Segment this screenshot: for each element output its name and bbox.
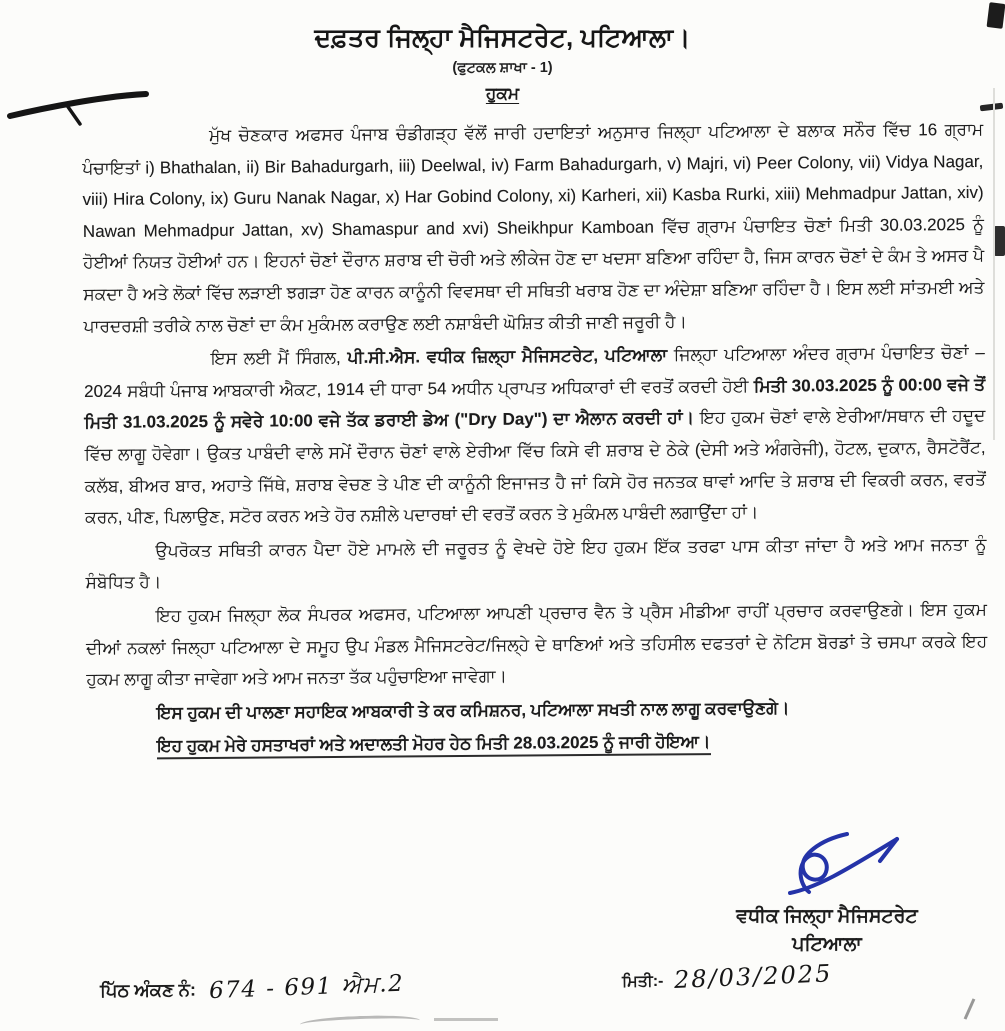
paragraph-segment: ਮੁੱਖ ਚੋਣਕਾਰ ਅਫਸਰ ਪੰਜਾਬ ਚੰਡੀਗੜ੍ਹ ਵੱਲੋਂ ਜਾਰੀ ਹਦਾਇਤਾਂ ਅਨੁਸਾਰ ਜਿਲ੍ਹਾ ਪਟਿਆਲਾ ਦੇ ਬਲਾਕ ਸਨੌਰ ਵਿੱਚ 16 ਗ੍ਰਾਮ ਪੰਚਾਇਤਾਂ i) Bhathalan, ii) Bir Bahadurgarh, iii) Deelwal, iv) Farm Bahadurgarh, v) Majri, vi) Peer Colony, vii) Vidya Nagar, viii) Hira Colony, ix) Guru Nanak Nagar, x) Har Gobind Colony, xi) Karheri, xii) Kasba Rurki, xiii) Mehmadpur Jattan, xiv) Nawan Mehmadpur Jattan, xv) Shamaspur and xvi) Sheikhpur Kamboan ਵਿੱਚ ਗ੍ਰਾਮ ਪੰਚਾਇਤ ਚੋਣਾਂ ਮਿਤੀ 30.03.2025 ਨੂੰ ਹੋਈਆਂ ਨਿਯਤ ਹੋਈਆਂ ਹਨ। ਇਹਨਾਂ ਚੋਣਾਂ ਦੌਰਾਨ ਸ਼ਰਾਬ ਦੀ ਚੋਰੀ ਅਤੇ ਲੀਕੇਜ ਹੋਣ ਦਾ ਖਦਸਾ ਬਣਿਆ ਰਹਿੰਦਾ ਹੈ, ਜਿਸ ਕਾਰਨ ਚੋਣਾਂ ਦੇ ਕੰਮ ਤੇ ਅਸਰ ਪੈ ਸਕਦਾ ਹੈ ਅਤੇ ਲੋਕਾਂ ਵਿੱਚ ਲੜਾਈ ਝਗੜਾ ਹੋਣ ਕਾਰਨ ਕਾਨੂੰਨੀ ਵਿਵਸਥਾ ਦੀ ਸਥਿਤੀ ਖਰਾਬ ਹੋਣ ਦਾ ਅੰਦੇਸ਼ਾ ਬਣਿਆ ਰਹਿੰਦਾ ਹੈ। ਇਸ ਲਈ ਸਾਂਤਮਈ ਅਤੇ ਪਾਰਦਰਸ਼ੀ ਤਰੀਕੇ ਨਾਲ ਚੋਣਾਂ ਦਾ ਕੰਮ ਮੁਕੰਮਲ ਕਰਾਉਣ ਲਈ ਨਸ਼ਾਬੰਦੀ ਘੋਸ਼ਿਤ ਕੀਤੀ ਜਾਣੀ ਜਰੂਰੀ ਹੈ। [82,119,985,336]
endorsement-number-handwritten: 674 - 691 ਐਮ.2 [208,970,405,1005]
cutoff-handwriting-mark [300,1014,420,1031]
scan-edge-tick [994,226,1005,256]
cutoff-handwriting-mark [964,998,976,1019]
paragraph-segment: ਮਿਤੀ 30.03.2025 ਨੂੰ 00:00 ਵਜੇ ਤੋਂ ਮਿਤੀ 31.03.2025 ਨੂੰ ਸਵੇਰੇ 10:00 ਵਜੇ ਤੱਕ ਡਰਾਈ ਡੇਅ ("Dry Day") ਦਾ ਐਲਾਨ ਕਰਦੀ ਹਾਂ। [84,374,986,433]
order-paragraph-6 [87,724,988,763]
order-paragraph-5 [87,691,988,730]
date-handwritten: 28/03/2025 [673,959,833,994]
office-title: ਦਫ਼ਤਰ ਜਿਲ੍ਹਾ ਮੈਜਿਸਟਰੇਟ, ਪਟਿਆਲਾ। [314,24,691,52]
paragraph-segment: ਉਪਰੋਕਤ ਸਥਿਤੀ ਕਾਰਨ ਪੈਦਾ ਹੋਏ ਮਾਮਲੇ ਦੀ ਜਰੂਰਤ ਨੂੰ ਵੇਖਦੇ ਹੋਏ ਇਹ ਹੁਕਮ ਇੱਕ ਤਰਫਾ ਪਾਸ ਕੀਤਾ ਜਾਂਦਾ ਹੈ ਅਤੇ ਆਮ ਜਨਤਾ ਨੂੰ ਸੰਬੋਧਿਤ ਹੈ। [85,534,987,593]
page-edge-shadow [993,88,995,440]
signatory-designation: ਵਧੀਕ ਜਿਲ੍ਹਾ ਮੈਜਿਸਟਰੇਟ [736,906,918,927]
handwritten-signature [732,828,922,900]
order-paragraph-3 [85,529,986,599]
document-header [0,24,1005,104]
endorsement-line [99,970,405,1005]
date-line [621,959,833,994]
paragraph-segment: ਇਹ ਹੁਕਮ ਚੋਣਾਂ ਵਾਲੇ ਏਰੀਆ/ਸਥਾਨ ਦੀ ਹਦੂਦ ਵਿੱਚ ਲਾਗੂ ਹੋਵੇਗਾ। ਉਕਤ ਪਾਬੰਦੀ ਵਾਲੇ ਸਮੇਂ ਦੌਰਾਨ ਚੋਣਾਂ ਵਾਲੇ ਏਰੀਆ ਵਿੱਚ ਕਿਸੇ ਵੀ ਸ਼ਰਾਬ ਦੇ ਠੇਕੇ (ਦੇਸੀ ਅਤੇ ਅੰਗਰੇਜੀ), ਹੋਟਲ, ਦੁਕਾਨ, ਰੈਸਟੋਰੈਂਟ, ਕਲੱਬ, ਬੀਅਰ ਬਾਰ, ਅਹਾਤੇ ਜਿੱਥੇ, ਸ਼ਰਾਬ ਵੇਚਣ ਤੇ ਪੀਣ ਦੀ ਕਾਨੂੰਨੀ ਇਜਾਜਤ ਹੈ ਜਾਂ ਕਿਸੇ ਹੋਰ ਜਨਤਕ ਥਾਵਾਂ ਆਦਿ ਤੇ ਸ਼ਰਾਬ ਦੀ ਵਿਕਰੀ ਕਰਨ, ਵਰਤੋਂ ਕਰਨ, ਪੀਣ, ਪਿਲਾਉਣ, ਸਟੋਰ ਕਰਨ ਅਤੇ ਹੋਰ ਨਸ਼ੀਲੇ ਪਦਾਰਥਾਂ ਦੀ ਵਰਤੋਂ ਕਰਨ ਤੇ ਮੁਕੰਮਲ ਪਾਬੰਦੀ ਲਗਾਉਂਦਾ ਹਾਂ। [84,406,986,528]
paragraph-segment: ਇਸ ਹੁਕਮ ਦੀ ਪਾਲਣਾ ਸਹਾਇਕ ਆਬਕਾਰੀ ਤੇ ਕਰ ਕਮਿਸ਼ਨਰ, ਪਟਿਆਲਾ ਸਖਤੀ ਨਾਲ ਲਾਗੂ ਕਰਵਾਉਣਗੇ। [156,698,790,723]
paragraph-segment: ਪੀ.ਸੀ.ਐਸ. ਵਧੀਕ ਜ਼ਿਲ੍ਹਾ ਮੈਜਿਸਟਰੇਟ, ਪਟਿਆਲਾ [347,345,668,368]
order-paragraph-1 [82,114,985,342]
signatory-location: ਪਟਿਆਲਾ [792,934,862,955]
paragraph-segment: ਇਹ ਹੁਕਮ ਜਿਲ੍ਹਾ ਲੋਕ ਸੰਪਰਕ ਅਫਸਰ, ਪਟਿਆਲਾ ਆਪਣੀ ਪ੍ਰਚਾਰ ਵੈਨ ਤੇ ਪ੍ਰੈਸ ਮੀਡੀਆ ਰਾਹੀਂ ਪ੍ਰਚਾਰ ਕਰਵਾਉਣਗੇ। ਇਸ ਹੁਕਮ ਦੀਆਂ ਨਕਲਾਂ ਜਿਲ੍ਹਾ ਪਟਿਆਲਾ ਦੇ ਸਮੂਹ ਉਪ ਮੰਡਲ ਮੈਜਿਸਟਰੇਟ/ਜਿਲ੍ਹੇ ਦੇ ਥਾਣਿਆਂ ਅਤੇ ਤਹਿਸੀਲ ਦਫਤਰਾਂ ਦੇ ਨੋਟਿਸ ਬੋਰਡਾਂ ਤੇ ਚਸਪਾ ਕਰਕੇ ਇਹ ਹੁਕਮ ਲਾਗੂ ਕੀਤਾ ਜਾਵੇਗਾ ਅਤੇ ਆਮ ਜਨਤਾ ਤੱਕ ਪਹੁੰਚਾਇਆ ਜਾਵੇਗਾ। [86,599,988,690]
paragraph-segment: ਜਿਲ੍ਹਾ ਪਟਿਆਲਾ ਅੰਦਰ ਗ੍ਰਾਮ ਪੰਚਾਇਤ ਚੋਣਾਂ – 2024 ਸਬੰਧੀ ਪੰਜਾਬ ਆਬਕਾਰੀ ਐਕਟ, 1914 ਦੀ ਧਾਰਾ 54 ਅਧੀਨ ਪ੍ਰਾਪਤ ਅਧਿਕਾਰਾਂ ਦੀ ਵਰਤੋਂ ਕਰਦੀ ਹੋਈ [84,343,985,401]
order-paragraph-4 [86,594,988,696]
endorsement-label: ਪਿੱਠ ਅੰਕਣ ਨੰ: [99,979,197,1001]
order-body [82,114,988,763]
paragraph-segment: ਇਹ ਹੁਕਮ ਮੇਰੇ ਹਸਤਾਖਰਾਂ ਅਤੇ ਅਦਾਲਤੀ ਮੋਹਰ ਹੇਠ ਮਿਤੀ 28.03.2025 ਨੂੰ ਜਾਰੀ ਹੋਇਆ। [157,732,711,759]
order-heading: ਹੁਕਮ [485,84,520,103]
signature-block [697,828,957,956]
date-label: ਮਿਤੀ:- [621,972,664,991]
order-paragraph-2 [84,337,986,534]
branch-subtitle: (ਫੁਟਕਲ ਸ਼ਾਖਾ - 1) [452,60,553,76]
paragraph-segment: ਇਸ ਲਈ ਮੈਂ ਸਿੰਗਲ, [210,348,348,369]
